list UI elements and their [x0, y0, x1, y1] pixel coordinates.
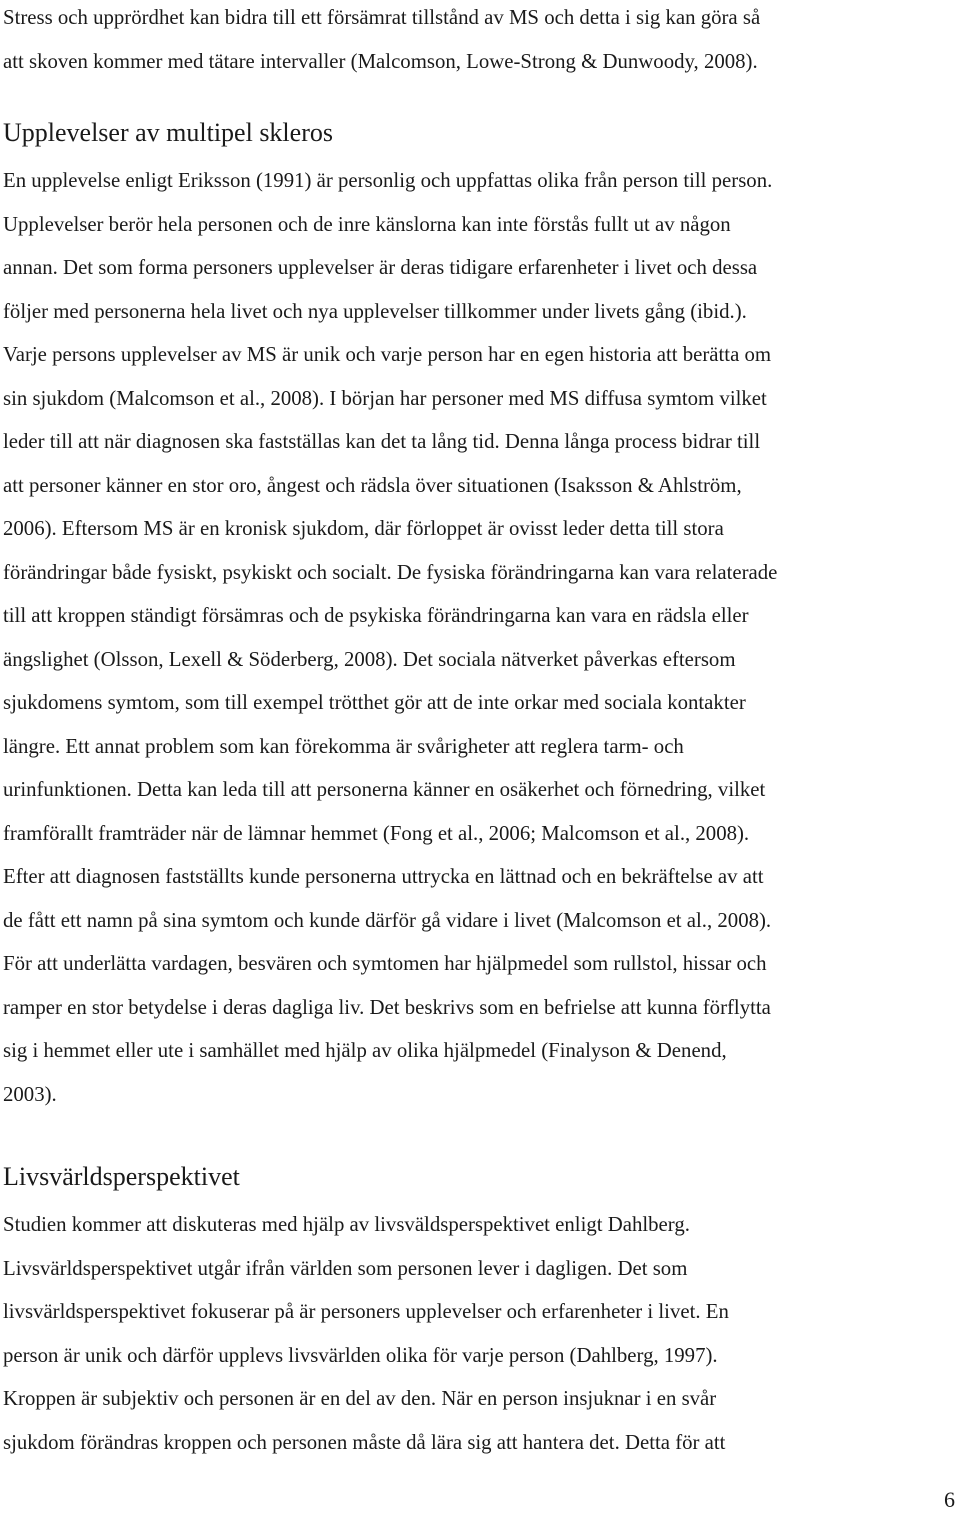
text-line: ängslighet (Olsson, Lexell & Söderberg, 2008). Det sociala nätverket påverkas eftersom — [3, 647, 736, 671]
section-paragraph-upplevelser — [3, 163, 948, 1120]
text-line: förändringar både fysiskt, psykiskt och socialt. De fysiska förändringarna kan vara relaterade — [3, 560, 778, 584]
text-line: Livsvärldsperspektivet utgår ifrån världen som personen lever i dagligen. Det som — [3, 1256, 688, 1280]
text-line: livsvärldsperspektivet fokuserar på är personers upplevelser och erfarenheter i livet. En — [3, 1300, 729, 1323]
text-line: annan. Det som forma personers upplevelser är deras tidigare erfarenheter i livet och dessa — [3, 256, 758, 279]
text-line: sig i hemmet eller ute i samhället med hjälp av olika hjälpmedel (Finalyson & Denend, — [3, 1039, 727, 1062]
text-line: sjukdomens symtom, som till exempel trötthet gör att de inte orkar med sociala kontakter — [3, 691, 746, 714]
text-line: sjukdom förändras kroppen och personen måste då lära sig att hantera det. Detta för att — [3, 1430, 726, 1454]
section-paragraph-livsvarldsperspektivet — [3, 1207, 948, 1468]
page-number: 6 — [944, 1487, 955, 1512]
text-line: Upplevelser berör hela personen och de inre känslorna kan inte förstås fullt ut av någon — [3, 212, 731, 236]
text-line: För att underlätta vardagen, besvären och symtomen har hjälpmedel som rullstol, hissar och — [3, 952, 767, 975]
text-line: leder till att när diagnosen ska fastställas kan det ta lång tid. Denna långa process bidrar till — [3, 430, 761, 453]
text-line: Studien kommer att diskuteras med hjälp av livsväldsperspektivet enligt Dahlberg. — [3, 1213, 690, 1236]
text-line: Kroppen är subjektiv och personen är en del av den. När en person insjuknar i en svår — [3, 1387, 717, 1410]
text-line: att skoven kommer med tätare intervaller (Malcomson, Lowe-Strong & Dunwoody, 2008). — [3, 49, 758, 73]
intro-paragraph — [3, 0, 948, 87]
section-heading-upplevelser: Upplevelser av multipel skleros — [3, 118, 333, 147]
text-line: följer med personerna hela livet och nya upplevelser tillkommer under livets gång (ibid.). — [3, 299, 747, 323]
text-line: längre. Ett annat problem som kan förekomma är svårigheter att reglera tarm- och — [3, 734, 684, 758]
text-line: 2006). Eftersom MS är en kronisk sjukdom, där förloppet är ovisst leder detta till stora — [3, 517, 724, 540]
text-line: Efter att diagnosen fastställts kunde personerna uttrycka en lättnad och en bekräftelse av att — [3, 865, 764, 888]
text-line: sin sjukdom (Malcomson et al., 2008). I början har personer med MS diffusa symtom vilket — [3, 386, 767, 410]
text-line: framförallt framträder när de lämnar hemmet (Fong et al., 2006; Malcomson et al., 2008). — [3, 821, 750, 845]
text-line: En upplevelse enligt Eriksson (1991) är personlig och uppfattas olika från person till person. — [3, 169, 773, 192]
text-line: urinfunktionen. Detta kan leda till att personerna känner en osäkerhet och förnedring, vilket — [3, 778, 766, 801]
text-line: Stress och upprördhet kan bidra till ett försämrat tillstånd av MS och detta i sig kan göra så — [3, 6, 761, 29]
text-line: till att kroppen ständigt försämras och de psykiska förändringarna kan vara en rädsla eller — [3, 604, 749, 627]
text-line: Varje persons upplevelser av MS är unik och varje person har en egen historia att berätta om — [3, 343, 772, 366]
text-line: ramper en stor betydelse i deras dagliga liv. Det beskrivs som en befrielse att kunna förflytta — [3, 995, 771, 1019]
text-line: att personer känner en stor oro, ångest och rädsla över situationen (Isaksson & Ahlström, — [3, 473, 742, 497]
text-line: 2003). — [3, 1082, 57, 1106]
section-heading-livsvarldsperspektivet: Livsvärldsperspektivet — [3, 1162, 240, 1191]
text-line: person är unik och därför upplevs livsvärlden olika för varje person (Dahlberg, 1997). — [3, 1343, 718, 1367]
text-line: de fått ett namn på sina symtom och kunde därför gå vidare i livet (Malcomson et al., 2008). — [3, 908, 772, 932]
